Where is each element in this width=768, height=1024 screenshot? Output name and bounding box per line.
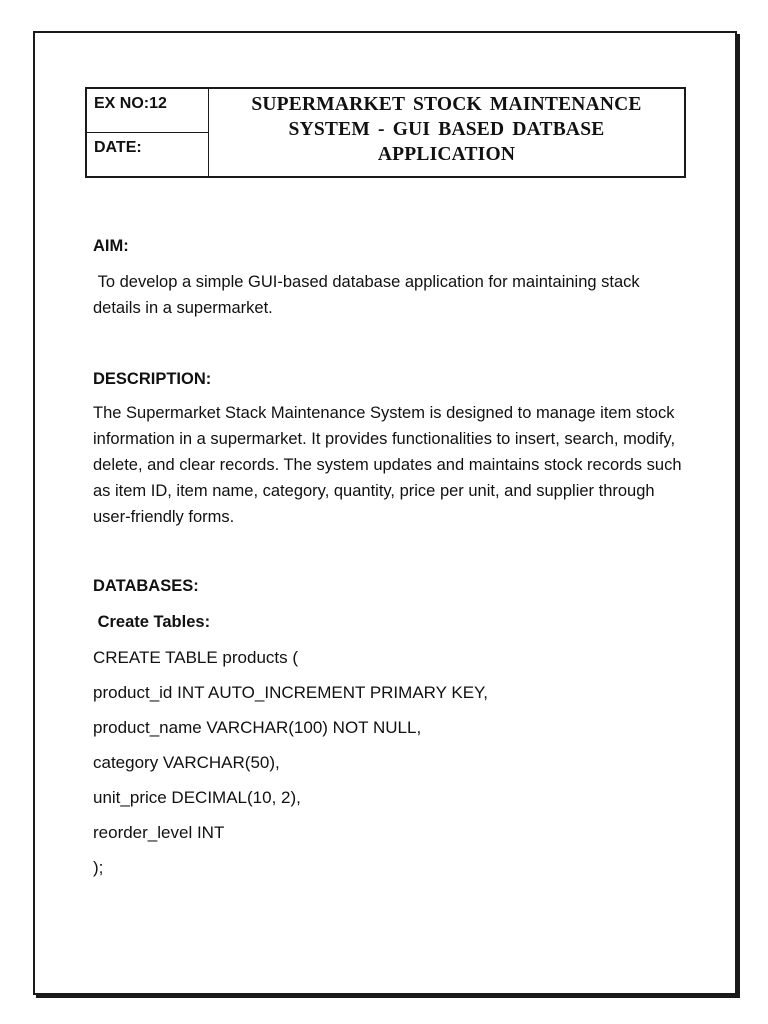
aim-text: To develop a simple GUI-based database application for maintaining stack details in a supermarket.	[93, 273, 645, 317]
header-table	[85, 87, 686, 178]
date-label: DATE:	[94, 139, 142, 156]
sql-line: product_name VARCHAR(100) NOT NULL,	[93, 718, 422, 737]
title-line: APPLICATION	[377, 144, 516, 165]
sql-line: unit_price DECIMAL(10, 2),	[93, 788, 301, 807]
sql-line: product_id INT AUTO_INCREMENT PRIMARY KEY,	[93, 683, 488, 702]
sql-line: );	[93, 858, 104, 877]
description-text: The Supermarket Stack Maintenance System is designed to manage item stock information in a supermarket. It provides functionalities to insert, search, modify, delete, and clear records. The system updates and maintains stock records such as item ID, item name, category, quantity, price per unit, and supplier through user-friendly forms.	[93, 404, 682, 526]
title-line: SYSTEM - GUI BASED DATBASE	[288, 119, 605, 140]
aim-heading: AIM:	[93, 237, 129, 255]
document-title	[209, 89, 684, 176]
header-left-column	[87, 89, 209, 176]
sql-line: CREATE TABLE products (	[93, 648, 299, 667]
ex-no-label: EX NO:12	[87, 89, 208, 133]
title-line: SUPERMARKET STOCK MAINTENANCE	[251, 94, 642, 115]
databases-heading: DATABASES:	[93, 577, 199, 595]
create-tables-subheading: Create Tables:	[93, 613, 211, 631]
description-heading: DESCRIPTION:	[93, 370, 212, 388]
sql-line: reorder_level INT	[93, 823, 225, 842]
sql-line: category VARCHAR(50),	[93, 753, 280, 772]
